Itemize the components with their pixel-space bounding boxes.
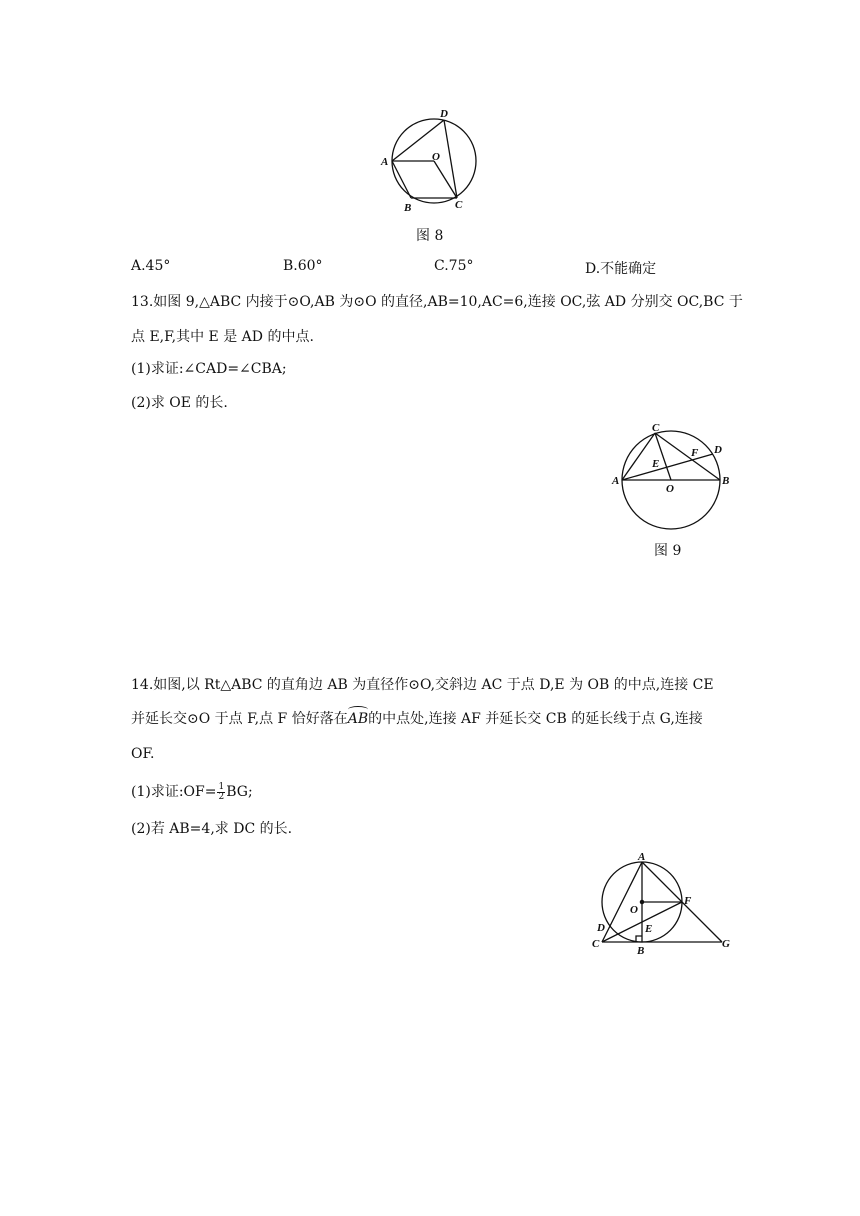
fraction-one-half	[217, 783, 225, 802]
q14-part-1-pre: (1)求证:OF=	[131, 784, 217, 800]
fig14-segment-ac	[602, 862, 642, 942]
q14-part-1	[131, 782, 253, 802]
fig9-chord-ad	[622, 454, 713, 480]
figure-8	[375, 102, 490, 217]
fig9-label-o: O	[666, 483, 674, 495]
fig8-segment-ab	[392, 161, 411, 198]
figure-14	[590, 848, 735, 958]
q14-line-2	[131, 709, 703, 729]
fig14-label-e: E	[645, 923, 653, 935]
fig9-segment-cb	[655, 433, 720, 480]
fig9-label-b: B	[722, 475, 730, 487]
q13-line-2: 点 E,F,其中 E 是 AD 的中点.	[131, 329, 314, 345]
fig8-segment-dc	[444, 120, 457, 198]
fig9-label-f: F	[691, 447, 699, 459]
fig9-segment-co	[655, 433, 671, 480]
fig8-label-d: D	[440, 108, 448, 120]
q14-part-2: (2)若 AB=4,求 DC 的长.	[131, 821, 293, 837]
fig14-label-o: O	[630, 904, 638, 916]
fig14-label-a: A	[638, 851, 646, 863]
fig9-label-d: D	[714, 444, 722, 456]
fig9-segment-ac	[622, 433, 655, 480]
q14-line-3: OF.	[131, 746, 155, 762]
fig9-caption: 图 9	[654, 543, 682, 559]
q12-option-b: B.60°	[283, 258, 323, 274]
fig14-label-d: D	[597, 922, 605, 934]
q14-line-1: 14.如图,以 Rt△ABC 的直角边 AB 为直径作⊙O,交斜边 AC 于点 D,E 为 OB 的中点,连接 CE	[131, 677, 714, 693]
q14-part-1-post: BG;	[226, 784, 253, 800]
q13-part-2: (2)求 OE 的长.	[131, 395, 228, 411]
fig9-label-a: A	[612, 475, 620, 487]
fig14-label-g: G	[722, 938, 730, 950]
q14-line-2-pre: 并延长交⊙O 于点 F,点 F 恰好落在	[131, 711, 348, 727]
fig9-label-e: E	[652, 458, 660, 470]
fig8-label-o: O	[432, 151, 440, 163]
fraction-denominator: 2	[218, 791, 225, 802]
fig8-label-c: C	[455, 199, 463, 211]
fig14-label-c: C	[592, 938, 600, 950]
arc-ab: AB	[347, 711, 369, 727]
q12-option-d: D.不能确定	[585, 261, 657, 277]
fig8-label-a: A	[381, 156, 389, 168]
fig8-caption: 图 8	[416, 228, 444, 244]
q14-line-2-post: 的中点处,连接 AF 并延长交 CB 的延长线于点 G,连接	[368, 711, 703, 727]
fig14-point-o	[640, 900, 643, 903]
q12-option-a: A.45°	[131, 258, 171, 274]
fig14-label-f: F	[684, 895, 692, 907]
figure-9	[610, 418, 740, 533]
fig9-label-c: C	[652, 422, 660, 434]
fig8-label-b: B	[404, 202, 412, 214]
fig14-label-b: B	[637, 945, 645, 957]
fraction-numerator: 1	[218, 781, 225, 792]
q13-line-1: 13.如图 9,△ABC 内接于⊙O,AB 为⊙O 的直径,AB=10,AC=6,连接 OC,弦 AD 分别交 OC,BC 于	[131, 294, 743, 310]
q13-part-1: (1)求证:∠CAD=∠CBA;	[131, 361, 287, 377]
q12-option-c: C.75°	[434, 258, 474, 274]
